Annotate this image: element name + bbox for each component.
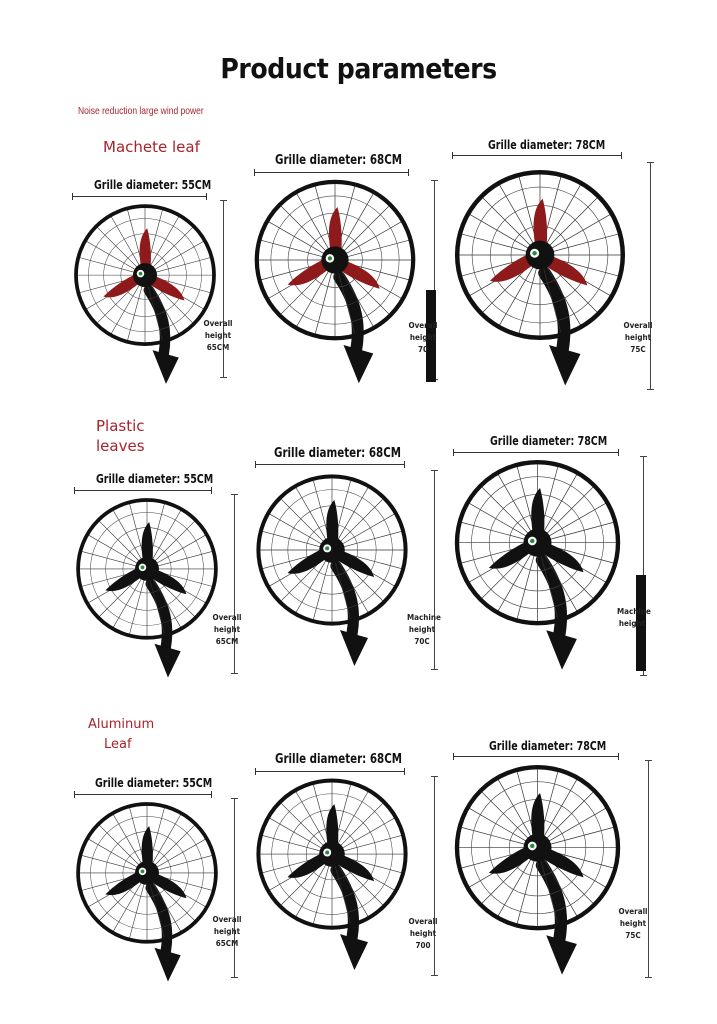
- wall-fan-image: [450, 455, 625, 675]
- grille-spoke: [154, 241, 205, 270]
- fan-hub: [524, 834, 552, 862]
- dimension-line: [453, 756, 619, 757]
- grille-spoke: [468, 214, 529, 249]
- grille-spoke: [345, 221, 402, 254]
- grille-spoke: [295, 486, 326, 540]
- wall-mount: [549, 345, 581, 386]
- dimension-line: [72, 196, 207, 197]
- height-line-text: Overall: [212, 915, 242, 924]
- grille-spoke: [111, 215, 140, 266]
- grille-spoke: [340, 802, 384, 846]
- fan-hub: [319, 537, 345, 563]
- grille-spoke: [156, 534, 207, 563]
- grille-spoke: [546, 791, 594, 839]
- grille-spoke: [152, 226, 193, 267]
- dimension-line: [255, 771, 405, 772]
- height-line-text: height: [619, 919, 647, 928]
- section-label-aluminum: [88, 715, 154, 755]
- wall-mount: [340, 934, 368, 970]
- grille-spoke: [481, 486, 529, 534]
- grille-spoke: [499, 183, 534, 244]
- grille-diameter-label: Grille diameter: 78CM: [489, 739, 607, 753]
- fan-logo-dot: [530, 844, 534, 848]
- grille-spoke: [338, 790, 369, 844]
- section-label-line: Plastic: [96, 417, 145, 435]
- fan-hub: [321, 246, 348, 273]
- height-line-text: Overall: [618, 907, 648, 916]
- grille-spoke: [154, 824, 195, 865]
- wall-fan-image: [70, 200, 220, 390]
- height-line-text: 65CM: [215, 939, 239, 948]
- grille-spoke: [98, 520, 139, 561]
- wall-fan-image: [72, 798, 222, 983]
- grille-spoke: [113, 509, 142, 560]
- wall-fan-image: [450, 165, 630, 390]
- grille-spoke: [267, 221, 324, 254]
- height-line: [648, 760, 649, 978]
- grille-spoke: [546, 486, 594, 534]
- grille-spoke: [340, 498, 384, 542]
- fan-hub: [319, 841, 345, 867]
- grille-spoke: [152, 509, 181, 560]
- wall-fan-image: [252, 470, 412, 670]
- wall-fan-image: [72, 494, 222, 679]
- wall-mount: [546, 935, 577, 974]
- grille-spoke: [150, 215, 179, 266]
- height-line-text: 70: [417, 345, 428, 354]
- fan-logo-dot: [530, 539, 534, 543]
- dimension-line: [254, 172, 409, 173]
- grille-spoke: [87, 534, 138, 563]
- grille-spoke: [481, 196, 531, 246]
- grille-spoke: [152, 813, 181, 864]
- height-line-text: 75C: [630, 345, 646, 354]
- fan-logo-dot: [139, 272, 143, 276]
- section-label-plastic: [96, 416, 145, 456]
- height-line-text: Overall: [408, 321, 438, 330]
- section-label-line: Machete leaf: [103, 138, 200, 156]
- grille-spoke: [497, 473, 531, 532]
- grille-spoke: [544, 778, 578, 837]
- grille-spoke: [85, 241, 136, 270]
- grille-spoke: [342, 817, 396, 848]
- grille-diameter-label: Grille diameter: 68CM: [274, 446, 402, 461]
- wall-mount: [340, 630, 368, 666]
- height-line-text: Overall: [203, 319, 233, 328]
- grille-spoke: [280, 205, 327, 252]
- wall-fan-image: [250, 175, 420, 385]
- height-line-text: Machine: [407, 613, 441, 622]
- dimension-line: [453, 452, 619, 453]
- wall-mount: [154, 644, 180, 678]
- grille-spoke: [549, 196, 599, 246]
- grille-spoke: [481, 791, 529, 839]
- section-label-machete: [103, 137, 200, 157]
- fan-hub: [526, 241, 555, 270]
- grille-spoke: [296, 192, 329, 249]
- height-line-text: height: [409, 929, 437, 938]
- fan-logo-dot: [532, 251, 537, 256]
- height-line-text: height: [618, 619, 646, 628]
- dimension-line: [452, 155, 622, 156]
- height-line-text: Overall: [623, 321, 653, 330]
- height-line-text: Overall: [408, 917, 438, 926]
- grille-diameter-label: Grille diameter: 55CM: [96, 472, 214, 486]
- fan-hub: [524, 529, 552, 557]
- height-label: [408, 916, 438, 952]
- fan-logo-dot: [141, 566, 145, 570]
- grille-diameter-label: Grille diameter: 55CM: [95, 776, 213, 790]
- grille-diameter-label: Grille diameter: 55CM: [94, 178, 212, 192]
- dimension-line: [74, 490, 212, 491]
- grille-spoke: [342, 513, 396, 544]
- grille-spoke: [96, 226, 137, 267]
- height-line-text: height: [213, 625, 241, 634]
- height-line-text: 700: [415, 941, 431, 950]
- dimension-line: [255, 464, 405, 465]
- height-line: [234, 798, 235, 978]
- grille-spoke: [268, 817, 322, 848]
- wall-mount: [546, 630, 577, 669]
- grille-spoke: [113, 813, 142, 864]
- grille-spoke: [295, 790, 326, 844]
- height-line-text: 70C: [414, 637, 430, 646]
- wall-mount: [344, 345, 374, 383]
- fan-logo-dot: [141, 870, 145, 874]
- height-line-text: Machine: [617, 607, 651, 616]
- grille-spoke: [341, 192, 374, 249]
- grille-spoke: [87, 838, 138, 867]
- height-line-text: 75C: [625, 931, 641, 940]
- grille-diameter-label: Grille diameter: 78CM: [490, 434, 608, 448]
- grille-spoke: [544, 473, 578, 532]
- height-line-text: height: [204, 331, 232, 340]
- grille-spoke: [497, 778, 531, 837]
- fan-logo-dot: [328, 256, 332, 260]
- height-line-text: height: [408, 625, 436, 634]
- fan-hub: [133, 263, 157, 287]
- grille-spoke: [156, 838, 207, 867]
- grille-spoke: [468, 807, 527, 841]
- height-line-text: height: [624, 333, 652, 342]
- wall-fan-image: [252, 774, 412, 979]
- grille-spoke: [280, 498, 324, 542]
- grille-spoke: [280, 802, 324, 846]
- grille-spoke: [548, 502, 607, 536]
- dimension-line: [74, 794, 212, 795]
- section-label-line: Aluminum: [88, 717, 155, 732]
- grille-spoke: [551, 214, 612, 249]
- height-line-text: height: [213, 927, 241, 936]
- grille-spoke: [338, 486, 369, 540]
- height-line-text: 65CM: [215, 637, 239, 646]
- height-line-text: height: [409, 333, 437, 342]
- page-title: Product parameters: [220, 52, 497, 85]
- fan-logo-dot: [325, 546, 329, 550]
- grille-spoke: [548, 807, 607, 841]
- fan-hub: [135, 861, 159, 885]
- wall-mount: [153, 350, 179, 384]
- grille-spoke: [268, 513, 322, 544]
- grille-spoke: [98, 824, 139, 865]
- wall-fan-image: [450, 760, 625, 980]
- grille-spoke: [343, 205, 390, 252]
- height-line-text: 65CM: [206, 343, 230, 352]
- fan-hub: [135, 557, 159, 581]
- wall-mount: [154, 948, 180, 982]
- grille-diameter-label: Grille diameter: 78CM: [488, 138, 606, 152]
- grille-spoke: [468, 502, 527, 536]
- section-label-line: leaves: [96, 437, 145, 455]
- grille-diameter-label: Grille diameter: 68CM: [275, 752, 403, 767]
- height-line-text: Overall: [212, 613, 242, 622]
- grille-diameter-label: Grille diameter: 68CM: [275, 153, 403, 168]
- grille-spoke: [546, 183, 581, 244]
- subtitle: Noise reduction large wind power: [78, 106, 204, 117]
- fan-logo-dot: [325, 851, 329, 855]
- section-label-line: Leaf: [104, 737, 132, 752]
- grille-spoke: [154, 520, 195, 561]
